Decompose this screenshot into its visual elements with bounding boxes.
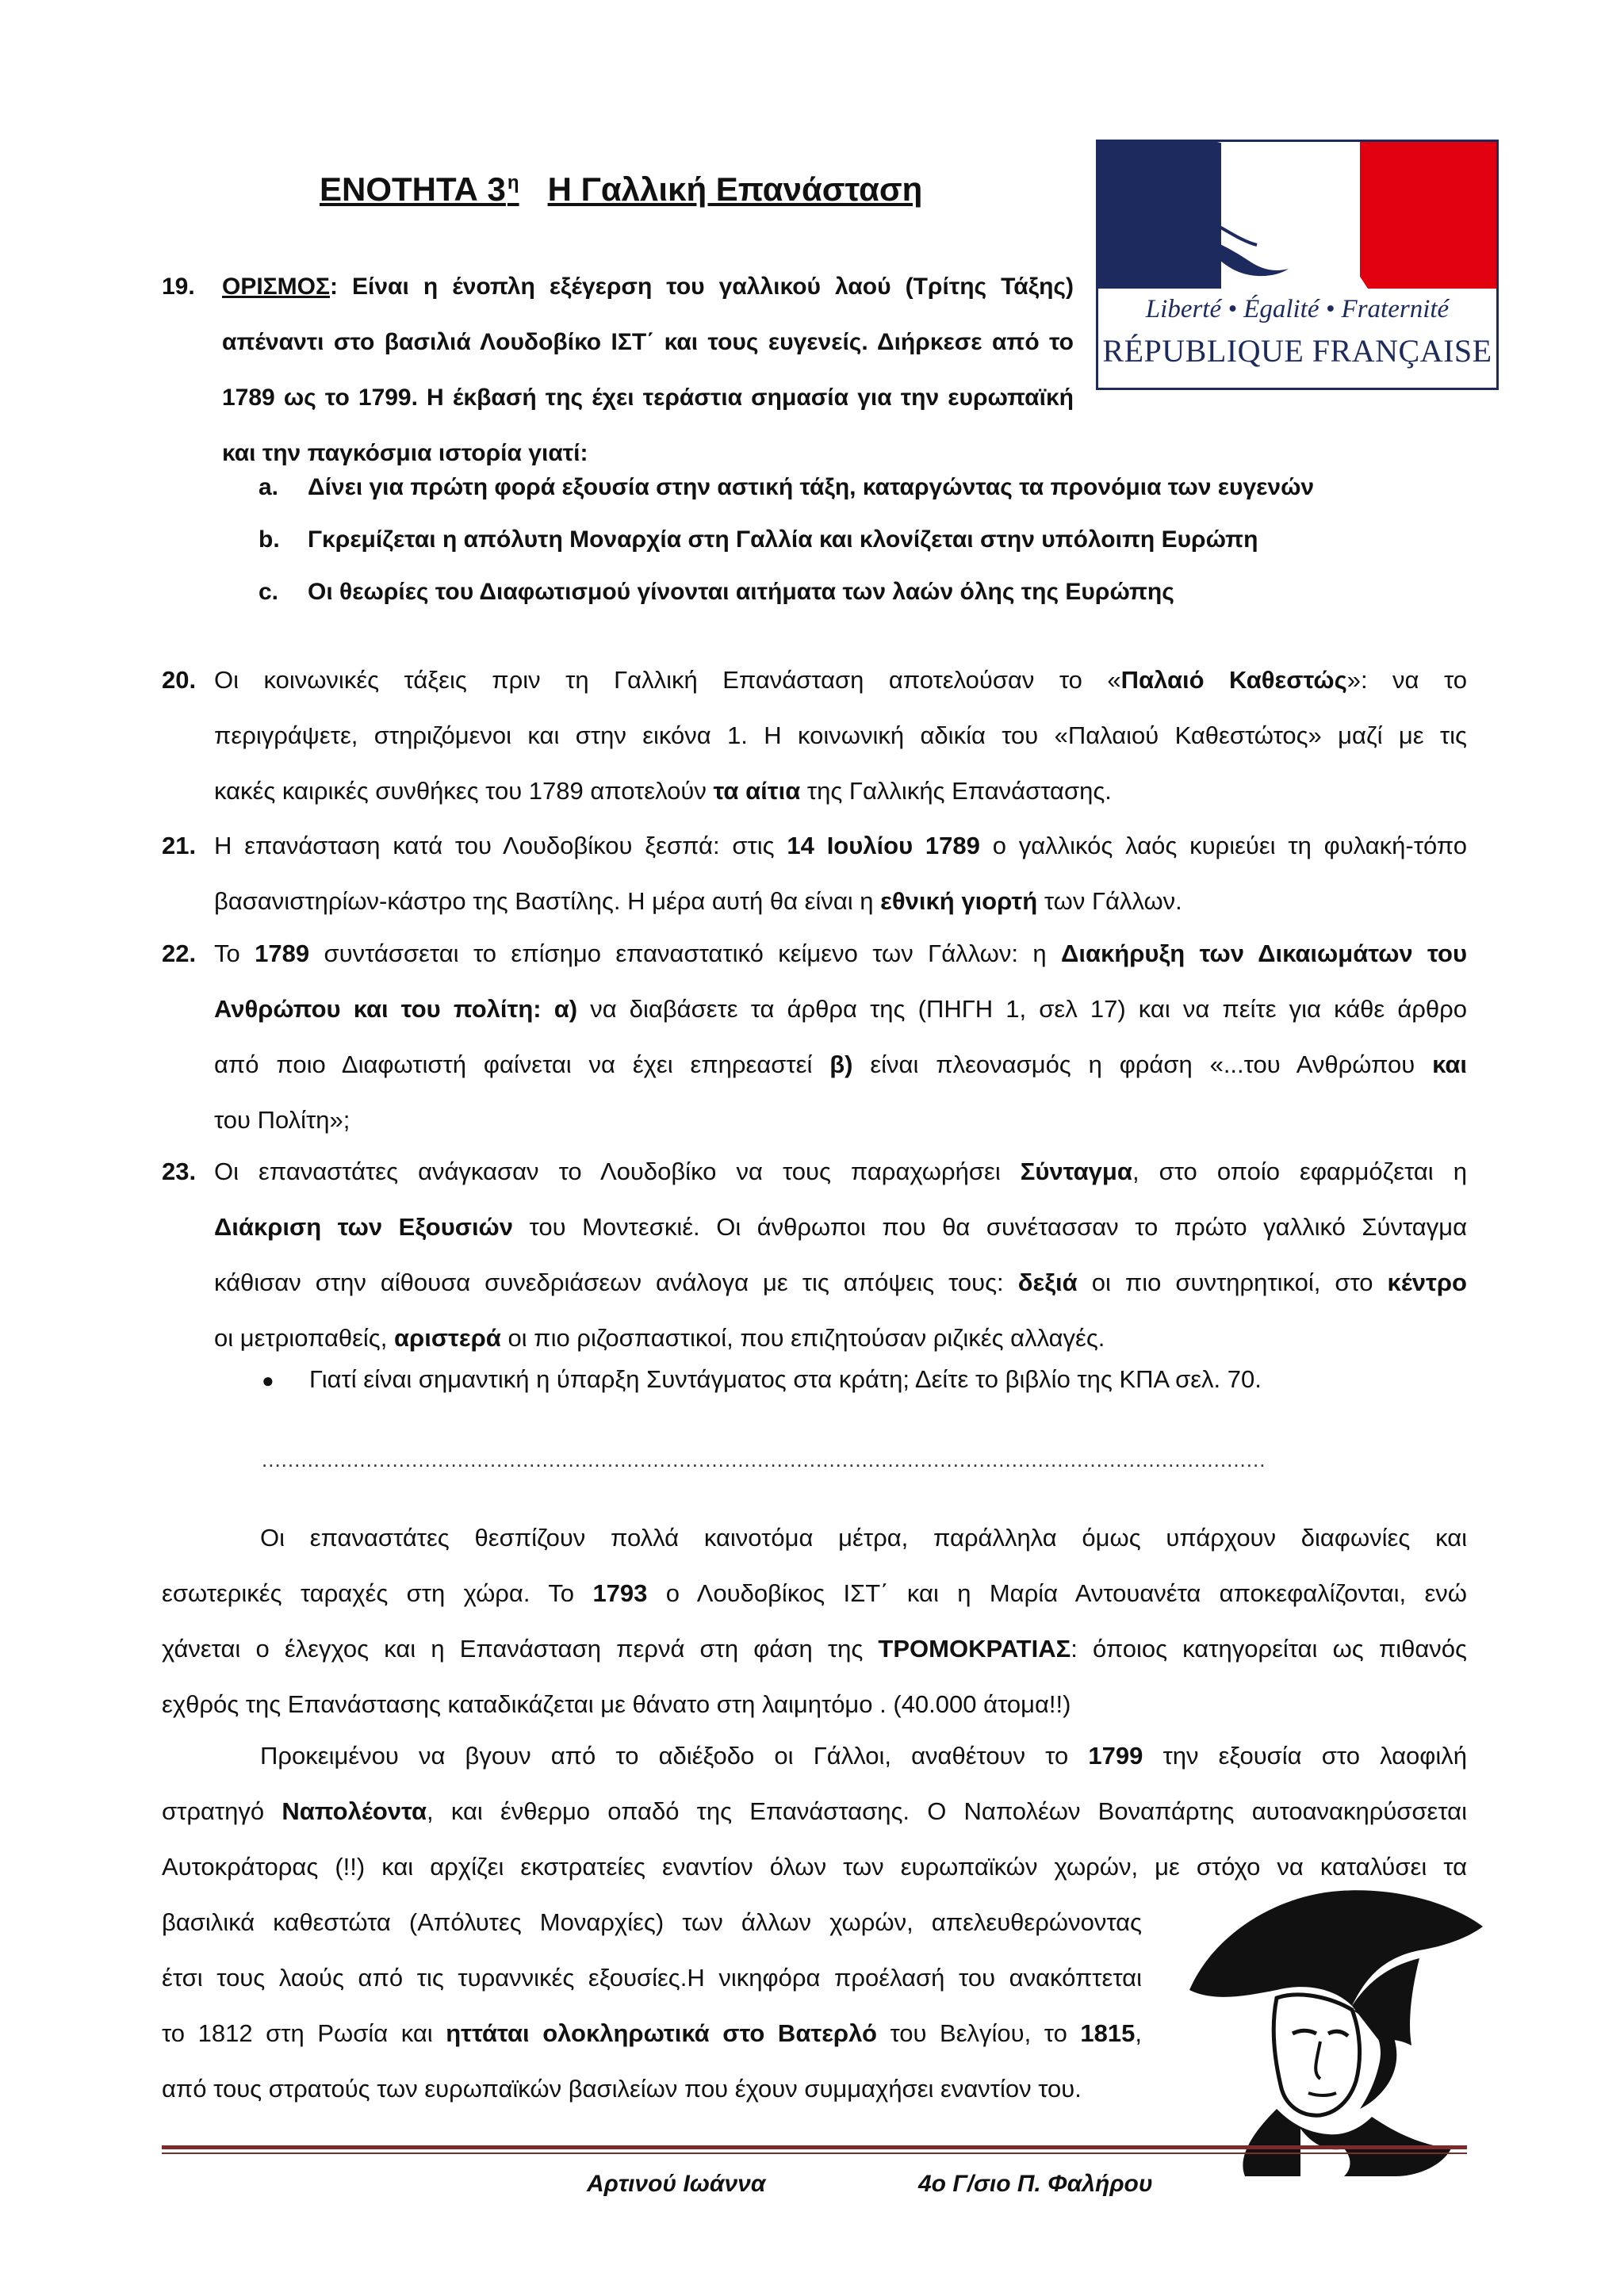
point-letter: a. [259,474,279,500]
text-run: Το [214,939,255,967]
republique-francaise-logo [1096,140,1499,390]
text-run: , και ένθερμο οπαδό της Επανάστασης. Ο Ναπολέων Βοναπάρτης αυτοανακηρύσσεται [427,1797,1467,1825]
item-line [214,926,1467,982]
text-run: 1799 [1088,1742,1143,1770]
text-run: Σύνταγμα [1020,1158,1132,1185]
paragraph-terror [162,1510,1467,1732]
definition-label: ΟΡΙΣΜΟΣ [222,274,331,300]
text-run: »: να το [1346,666,1467,694]
item-line [214,763,1467,819]
item-line [214,982,1467,1037]
title-sup: η [507,172,519,193]
text-run: Διακήρυξη των Δικαιωμάτων του [1061,939,1468,967]
text-run: του Μοντεσκιέ. Οι άνθρωποι που θα συνέτασσαν το πρώτο γαλλικό Σύνταγμα [513,1213,1468,1241]
text-run: βασανιστηρίων-κάστρο της Βαστίλης. Η μέρα αυτή θα είναι η [214,887,881,915]
text-run: , [1135,2019,1142,2047]
text-run: των Γάλλων. [1037,887,1182,915]
definition-text [222,259,1074,481]
text-run: της Γαλλικής Επανάστασης. [800,777,1112,805]
item-number: 23. [162,1158,197,1185]
text-run: εθνική γιορτή [880,887,1038,915]
point-text: Δίνει για πρώτη φορά εξουσία στην αστική τάξη, καταργώντας τα προνόμια των ευγενών [308,474,1315,500]
point-text: Οι θεωρίες του Διαφωτισμού γίνονται αιτήματα των λαών όλης της Ευρώπης [308,579,1174,605]
text-run: οι μετριοπαθείς, [214,1324,394,1352]
item-line [214,1311,1467,1366]
text-run: οι πιο ριζοσπαστικοί, που επιζητούσαν ριζικές αλλαγές. [500,1324,1105,1352]
text-run: τα αίτια [713,777,801,805]
text-run: στρατηγό [162,1797,282,1825]
item-number: 22. [162,939,197,967]
text-run: αριστερά [393,1324,501,1352]
logo-motto: Liberté • Égalité • Fraternité [1145,295,1450,323]
napoleon-portrait-icon [1182,1871,1491,2180]
text-run: κέντρο [1387,1269,1467,1296]
text-run: 1793 [592,1579,648,1607]
question-bullet [262,1365,1262,1394]
text-run: ηττάται ολοκληρωτικά στο Βατερλό [446,2019,877,2047]
text-run: το 1812 στη Ρωσία και [162,2019,446,2047]
item-line: του Πολίτη»; [214,1106,350,1134]
footer-author: Αρτινού Ιωάννα [587,2171,766,2197]
item-22 [162,926,1467,1148]
text-run: Παλαιό Καθεστώς [1120,666,1347,694]
item-23 [162,1144,1467,1366]
text-run: και [1432,1050,1467,1078]
item-21 [162,818,1467,929]
text-run: Η επανάσταση κατά του Λουδοβίκου ξεσπά: στις [214,832,787,859]
para-line: Αυτοκράτορας (!!) και αρχίζει εκστρατείες εναντίον όλων των ευρωπαϊκών χωρών, με στόχο να καταλύσει τα [162,1853,1467,1881]
point-text: Γκρεμίζεται η απόλυτη Μοναρχία στη Γαλλία και κλονίζεται στην υπόλοιπη Ευρώπη [308,526,1258,553]
text-run: να διαβάσετε τα άρθρα της (ΠΗΓΗ 1, σελ 17) και να πείτε για κάθε άρθρο [577,995,1467,1023]
text-run: δεξιά [1017,1269,1078,1296]
text-run: β) [829,1050,853,1078]
para-line [162,1784,1467,1839]
bullet-text: Γιατί είναι σημαντική η ύπαρξη Συντάγματος στα κράτη; Δείτε το βιβλίο της ΚΠΑ σελ. 70. [309,1365,1262,1393]
footer-school: 4ο Γ/σιο Π. Φαλήρου [918,2171,1153,2197]
text-run: την εξουσία στο λαοφιλή [1143,1742,1467,1770]
text-run: του Βελγίου, το [876,2019,1081,2047]
text-run: 1815 [1080,2019,1136,2047]
item-line [214,1037,1467,1093]
text-run: Διάκριση των Εξουσιών [214,1213,513,1241]
item-line [214,1255,1467,1311]
point-b [259,526,1258,553]
text-run: συντάσσεται το επίσημο επαναστατικό κείμενο των Γάλλων: η [309,939,1062,967]
text-run: είναι πλεονασμός η φράση «...του Ανθρώπου [852,1050,1433,1078]
para-line: βασιλικά καθεστώτα (Απόλυτες Μοναρχίες) των άλλων χωρών, απελευθερώνοντας [162,1908,1142,1936]
text-run: εσωτερικές ταραχές στη χώρα. Το [162,1579,593,1607]
item-line [214,1144,1467,1200]
text-run: οι πιο συντηρητικοί, στο [1077,1269,1388,1296]
item-line [214,818,1467,874]
item-number: 20. [162,666,197,694]
point-letter: b. [259,526,280,553]
para-line [162,1621,1467,1677]
text-run: ο γαλλικός λαός κυριεύει τη φυλακή-τόπο [979,832,1467,859]
point-c [259,579,1174,606]
para-line: έτσι τους λαούς από τις τυραννικές εξουσίες.Η νικηφόρα προέλασή του ανακόπτεται [162,1964,1142,1992]
logo-name: RÉPUBLIQUE FRANÇAISE [1102,333,1492,369]
para-line: από τους στρατούς των ευρωπαϊκών βασιλείων που έχουν συμμαχήσει εναντίον του. [162,2075,1082,2103]
text-run: 14 Ιουλίου 1789 [787,832,980,859]
text-run: Ναπολέοντα [282,1797,427,1825]
para-line [162,2006,1142,2061]
item-number: 21. [162,832,197,859]
item-line [214,874,1467,929]
point-a [259,474,1314,501]
text-run: : όποιος κατηγορείται ως πιθανός [1071,1635,1467,1663]
page-title [320,170,922,209]
text-run: κάθισαν στην αίθουσα συνεδριάσεων ανάλογα με τις απόψεις τους: [214,1269,1018,1296]
item-number: 19. [162,274,195,300]
text-run: Ανθρώπου και του πολίτη: α) [214,995,578,1023]
text-run: Προκειμένου να βγουν από το αδιέξοδο οι Γάλλοι, αναθέτουν το [260,1742,1089,1770]
answer-line: .......................................................................................................................................................... [262,1448,1266,1471]
footer-rule-thin [162,2152,1467,2154]
footer-rule [162,2145,1467,2149]
para-line [162,1728,1467,1784]
item-line [214,652,1467,708]
para-line [162,1566,1467,1621]
title-rest: Η Γαλλική Επανάσταση [547,170,923,208]
para-line: Οι επαναστάτες θεσπίζουν πολλά καινοτόμα μέτρα, παράλληλα όμως υπάρχουν διαφωνίες και [260,1524,1467,1552]
title-main: ΕΝΟΤΗΤΑ 3 [320,170,506,208]
text-run: 1789 [255,939,310,967]
text-run: ο Λουδοβίκος ΙΣΤ΄ και η Μαρία Αντουανέτα αποκεφαλίζονται, ενώ [647,1579,1467,1607]
text-run: ΤΡΟΜΟΚΡΑΤΙΑΣ [878,1635,1071,1663]
text-run: Οι κοινωνικές τάξεις πριν τη Γαλλική Επανάσταση αποτελούσαν το « [214,666,1121,694]
text-run: από ποιο Διαφωτιστή φαίνεται να έχει επηρεαστεί [214,1050,830,1078]
text-run: χάνεται ο έλεγχος και η Επανάσταση περνά στη φάση της [162,1635,879,1663]
point-letter: c. [259,579,279,605]
definition-body: : Είναι η ένοπλη εξέγερση του γαλλικού λαού (Τρίτης Τάξης) απέναντι στο βασιλιά Λουδοβίκο ΙΣΤ΄ και τους ευγενείς. Διήρκεσε από το 1789 ως το 1799. Η έκβασή της έχει τεράστια σημασία για την ευρωπαϊκή και την παγκόσμια ιστορία γιατί: [222,274,1074,466]
item-line: περιγράψετε, στηριζόμενοι και στην εικόνα 1. Η κοινωνική αδικία του «Παλαιού Καθεστώτος» μαζί με τις [214,721,1467,749]
text-run: κακές καιρικές συνθήκες του 1789 αποτελούν [214,777,714,805]
bullet-icon: ● [262,1368,274,1392]
item-line [214,1200,1467,1255]
para-line: εχθρός της Επανάστασης καταδικάζεται με θάνατο στη λαιμητόμο . (40.000 άτομα!!) [162,1690,1071,1718]
item-20 [162,652,1467,819]
text-run: Οι επαναστάτες ανάγκασαν το Λουδοβίκο να τους παραχωρήσει [214,1158,1021,1185]
item-19 [162,259,1074,481]
text-run: , στο οποίο εφαρμόζεται η [1132,1158,1467,1185]
